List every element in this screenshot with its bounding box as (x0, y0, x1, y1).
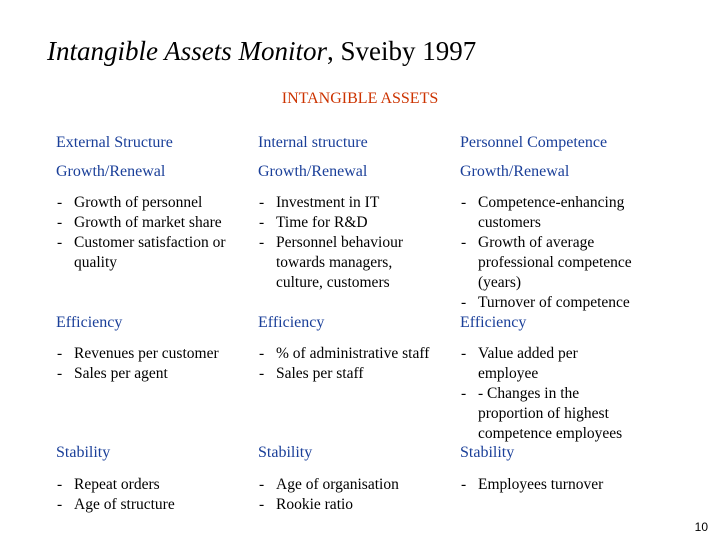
stability-label: Stability (258, 444, 313, 461)
stability-list (258, 475, 399, 515)
stability-label: Stability (460, 444, 515, 461)
list-item: - Time for R&D (258, 213, 403, 233)
efficiency-label: Efficiency (460, 314, 527, 331)
list-item: - Age of structure (56, 495, 175, 515)
list-item: - - Changes in the proportion of highest competence employees (460, 384, 622, 444)
column-header: Internal structure (258, 134, 368, 151)
growth-renewal-label: Growth/Renewal (460, 163, 570, 180)
column-header: External Structure (56, 134, 173, 151)
list-item: - Growth of average professional competence (years) (460, 233, 632, 293)
efficiency-list (460, 344, 622, 444)
efficiency-label: Efficiency (56, 314, 123, 331)
growth-renewal-label: Growth/Renewal (258, 163, 368, 180)
list-item: - Sales per staff (258, 364, 429, 384)
list-item: - Growth of personnel (56, 193, 226, 213)
list-item: - Value added per employee (460, 344, 622, 384)
growth-renewal-list (56, 193, 226, 273)
efficiency-list (258, 344, 429, 384)
column-external-structure (56, 0, 256, 540)
column-personnel-competence (460, 0, 690, 540)
growth-renewal-list (258, 193, 403, 293)
slide-title-rest: , Sveiby 1997 (327, 36, 477, 66)
list-item: - Competence-enhancing customers (460, 193, 632, 233)
list-item: - Growth of market share (56, 213, 226, 233)
list-item: - Customer satisfaction or quality (56, 233, 226, 273)
growth-renewal-list (460, 193, 632, 313)
stability-list (460, 475, 603, 495)
list-item: - % of administrative staff (258, 344, 429, 364)
section-heading: INTANGIBLE ASSETS (281, 90, 439, 107)
list-item: - Personnel behaviour towards managers, culture, customers (258, 233, 403, 293)
list-item: - Age of organisation (258, 475, 399, 495)
efficiency-list (56, 344, 219, 384)
list-item: - Employees turnover (460, 475, 603, 495)
page-number: 10 (694, 520, 708, 534)
list-item: - Revenues per customer (56, 344, 219, 364)
column-header: Personnel Competence (460, 134, 608, 151)
list-item: - Rookie ratio (258, 495, 399, 515)
stability-label: Stability (56, 444, 111, 461)
growth-renewal-label: Growth/Renewal (56, 163, 166, 180)
slide-title-italic: Intangible Assets Monitor (47, 36, 327, 66)
list-item: - Turnover of competence (460, 293, 632, 313)
column-internal-structure (258, 0, 458, 540)
efficiency-label: Efficiency (258, 314, 325, 331)
list-item: - Investment in IT (258, 193, 403, 213)
list-item: - Repeat orders (56, 475, 175, 495)
list-item: - Sales per agent (56, 364, 219, 384)
stability-list (56, 475, 175, 515)
